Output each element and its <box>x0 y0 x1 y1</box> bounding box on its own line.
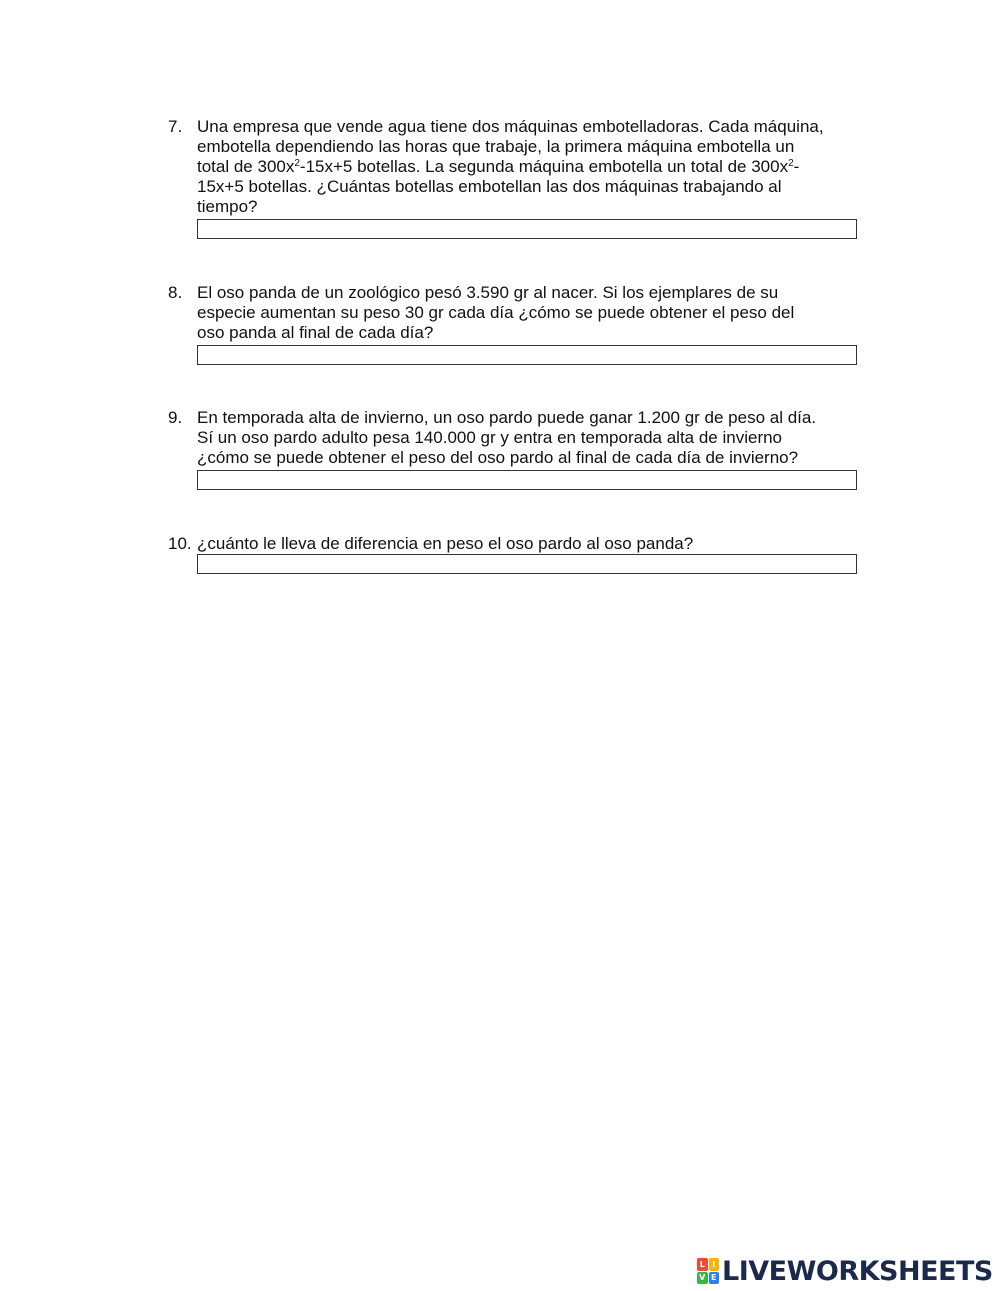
badge-letter: E <box>709 1272 720 1285</box>
live-badge-icon <box>697 1258 719 1284</box>
answer-field-10[interactable] <box>197 554 857 574</box>
liveworksheets-logo <box>697 1256 993 1286</box>
answer-field-8[interactable] <box>197 345 857 365</box>
question-number: 10. <box>168 534 192 553</box>
text-fragment: total de 300x <box>197 157 295 176</box>
question-line: 15x+5 botellas. ¿Cuántas botellas embotellan las dos máquinas trabajando al <box>197 177 782 196</box>
text-fragment: -15x+5 botellas. La segunda máquina embotella un total de 300x <box>299 157 789 176</box>
exponent: 2 <box>294 158 300 169</box>
question-line: especie aumentan su peso 30 gr cada día ¿cómo se puede obtener el peso del <box>197 303 795 322</box>
exponent: 2 <box>788 158 794 169</box>
question-number: 9. <box>168 408 183 427</box>
question-line: Una empresa que vende agua tiene dos máquinas embotelladoras. Cada máquina, <box>197 117 824 136</box>
question-text <box>197 283 862 343</box>
question-line <box>197 157 862 177</box>
question-line: Sí un oso pardo adulto pesa 140.000 gr y entra en temporada alta de invierno <box>197 428 783 447</box>
question-line: oso panda al final de cada día? <box>197 323 434 342</box>
question-text <box>197 408 862 468</box>
question-text <box>197 534 862 554</box>
question-line: El oso panda de un zoológico pesó 3.590 gr al nacer. Si los ejemplares de su <box>197 283 779 302</box>
answer-field-9[interactable] <box>197 470 857 490</box>
answer-field-7[interactable] <box>197 219 857 239</box>
logo-text: LIVEWORKSHEETS <box>722 1255 993 1287</box>
question-line: embotella dependiendo las horas que trabaje, la primera máquina embotella un <box>197 137 795 156</box>
badge-letter: I <box>709 1258 720 1271</box>
question-line: ¿cómo se puede obtener el peso del oso pardo al final de cada día de invierno? <box>197 448 799 467</box>
question-number: 8. <box>168 283 183 302</box>
question-number: 7. <box>168 117 183 136</box>
question-line: En temporada alta de invierno, un oso pardo puede ganar 1.200 gr de peso al día. <box>197 408 817 427</box>
badge-letter: L <box>697 1258 708 1271</box>
question-text <box>197 117 862 217</box>
badge-letter: V <box>697 1272 708 1285</box>
question-line: ¿cuánto le lleva de diferencia en peso el oso pardo al oso panda? <box>197 534 694 553</box>
question-line: tiempo? <box>197 197 258 216</box>
text-fragment: - <box>793 157 800 176</box>
